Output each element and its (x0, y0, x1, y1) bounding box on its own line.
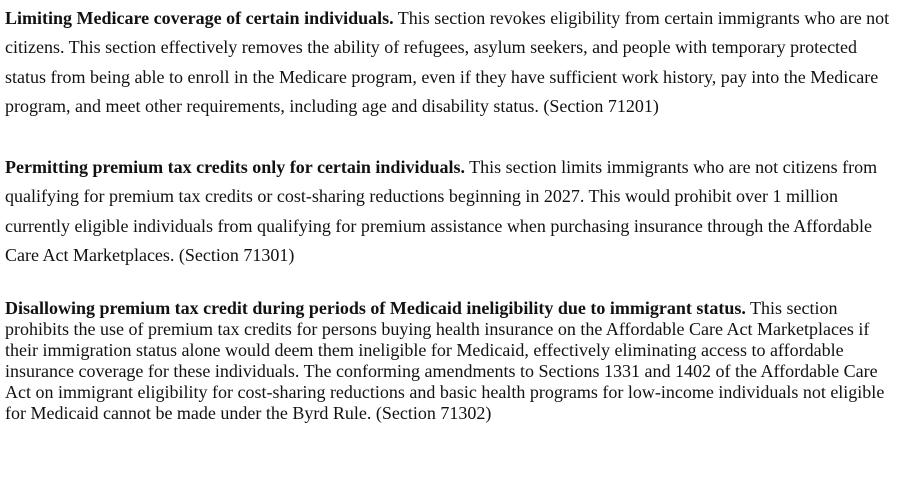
section-paragraph-medicaid-ineligibility (5, 298, 893, 424)
section-heading: Permitting premium tax credits only for certain individuals. (5, 157, 465, 178)
document-body (5, 4, 893, 424)
section-body: This section prohibits the use of premium tax credits for persons buying health insurance on the Affordable Care Act Marketplaces if their immigration status alone would deem them ineligible for Medicaid, effectively eliminating access to affordable insurance coverage for these individuals. The conforming amendments to Sections 1331 and 1402 of the Affordable Care Act on immigrant eligibility for cost-sharing reductions and basic health programs for low-income individuals not eligible for Medicaid cannot be made under the Byrd Rule. (Section 71302) (5, 298, 885, 424)
section-paragraph-medicare (5, 4, 893, 121)
section-heading: Limiting Medicare coverage of certain individuals. (5, 8, 394, 28)
section-body: This section limits immigrants who are not citizens from qualifying for premium tax credits or cost-sharing reductions beginning in 2027. This would prohibit over 1 million currently eligible individuals from qualifying for premium assistance when purchasing insurance through the Affordable Care Act Marketplaces. (Section 71301) (5, 157, 878, 266)
section-body: This section revokes eligibility from certain immigrants who are not citizens. This section effectively removes the ability of refugees, asylum seekers, and people with temporary protected status from being able to enroll in the Medicare program, even if they have sufficient work history, pay into the Medicare program, and meet other requirements, including age and disability status. (Section 71201) (5, 8, 890, 116)
section-heading: Disallowing premium tax credit during periods of Medicaid ineligibility due to immigrant status. (5, 298, 746, 319)
section-paragraph-premium-tax-credits (5, 153, 893, 270)
